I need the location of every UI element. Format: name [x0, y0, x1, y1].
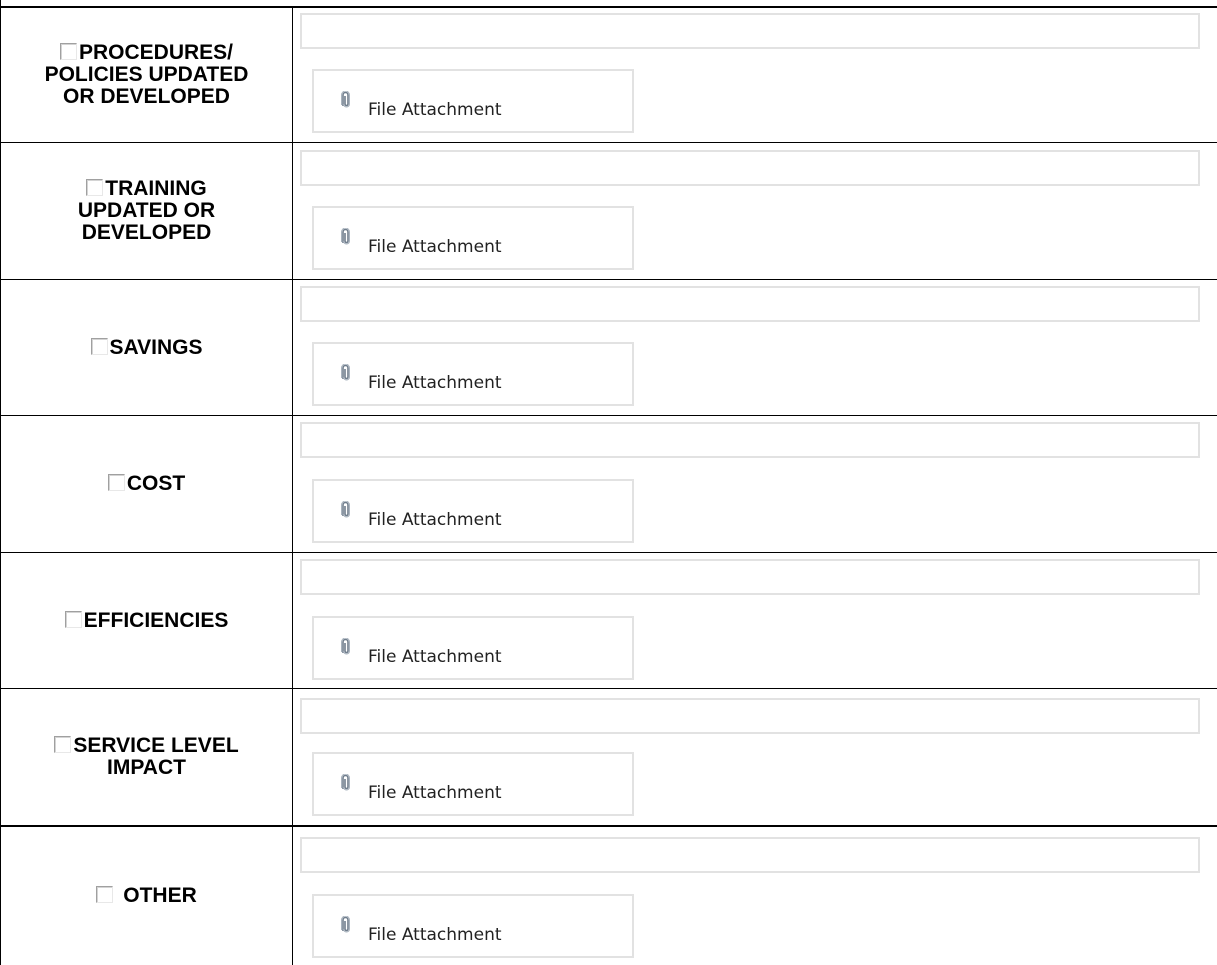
label-line: TRAINING	[105, 177, 207, 200]
row-label	[65, 610, 229, 632]
file-attachment-label: File Attachment	[368, 783, 502, 803]
row-label-cell	[1, 416, 292, 552]
file-attachment-label: File Attachment	[368, 510, 502, 530]
paperclip-icon	[339, 228, 352, 246]
file-attachment-label: File Attachment	[368, 237, 502, 257]
impact-row-procedures	[0, 7, 1217, 142]
paperclip-icon	[339, 774, 352, 792]
paperclip-icon	[339, 501, 352, 519]
cost-text-field[interactable]	[300, 422, 1200, 458]
other-text-field[interactable]	[300, 837, 1200, 873]
service-level-text-field[interactable]	[300, 698, 1200, 734]
efficiencies-text-field[interactable]	[300, 559, 1200, 595]
other-checkbox[interactable]	[96, 886, 113, 903]
row-label-cell	[1, 553, 292, 688]
label-line: IMPACT	[107, 756, 186, 779]
impact-row-efficiencies	[0, 553, 1217, 688]
impact-row-service-level	[0, 689, 1217, 825]
file-attachment-label: File Attachment	[368, 100, 502, 120]
impact-row-savings	[0, 280, 1217, 415]
procedures-text-field[interactable]	[300, 13, 1200, 49]
impact-row-other	[0, 827, 1217, 965]
file-attachment-label: File Attachment	[368, 373, 502, 393]
label-line: UPDATED OR	[77, 199, 216, 222]
file-attachment-label: File Attachment	[368, 925, 502, 945]
savings-file-attachment-button[interactable]	[312, 342, 634, 406]
service-level-file-attachment-button[interactable]	[312, 752, 634, 816]
service-level-checkbox[interactable]	[54, 736, 71, 753]
label-line: DEVELOPED	[81, 221, 212, 244]
savings-text-field[interactable]	[300, 286, 1200, 322]
row-label	[45, 42, 249, 108]
paperclip-icon	[339, 91, 352, 109]
label-line: OR DEVELOPED	[63, 84, 230, 108]
row-label-cell	[1, 7, 292, 142]
label-line: PROCEDURES/	[78, 40, 233, 64]
training-file-attachment-button[interactable]	[312, 206, 634, 270]
impact-row-training	[0, 143, 1217, 279]
file-attachment-label: File Attachment	[368, 647, 502, 667]
label-line: POLICIES UPDATED	[44, 62, 249, 86]
paperclip-icon	[339, 364, 352, 382]
efficiencies-checkbox[interactable]	[65, 611, 82, 628]
savings-checkbox[interactable]	[91, 338, 108, 355]
paperclip-icon	[339, 916, 352, 934]
impact-row-cost	[0, 416, 1217, 552]
cost-file-attachment-button[interactable]	[312, 479, 634, 543]
other-file-attachment-button[interactable]	[312, 894, 634, 958]
row-label	[96, 885, 197, 907]
row-label	[108, 473, 185, 495]
label-line: COST	[126, 472, 186, 495]
label-line: OTHER	[123, 884, 197, 907]
label-line: SAVINGS	[109, 335, 203, 359]
procedures-checkbox[interactable]	[60, 43, 77, 60]
training-checkbox[interactable]	[86, 179, 103, 196]
row-label	[78, 178, 215, 244]
row-label-cell	[1, 689, 292, 825]
label-line: SERVICE LEVEL	[73, 734, 239, 757]
row-label-cell	[1, 143, 292, 279]
efficiencies-file-attachment-button[interactable]	[312, 616, 634, 680]
paperclip-icon	[339, 638, 352, 656]
cost-checkbox[interactable]	[108, 474, 125, 491]
row-label-cell	[1, 827, 292, 965]
row-label-cell	[1, 280, 292, 415]
training-text-field[interactable]	[300, 150, 1200, 186]
procedures-file-attachment-button[interactable]	[312, 69, 634, 133]
row-label	[91, 337, 203, 359]
label-line: EFFICIENCIES	[83, 608, 229, 632]
row-label	[54, 735, 238, 779]
